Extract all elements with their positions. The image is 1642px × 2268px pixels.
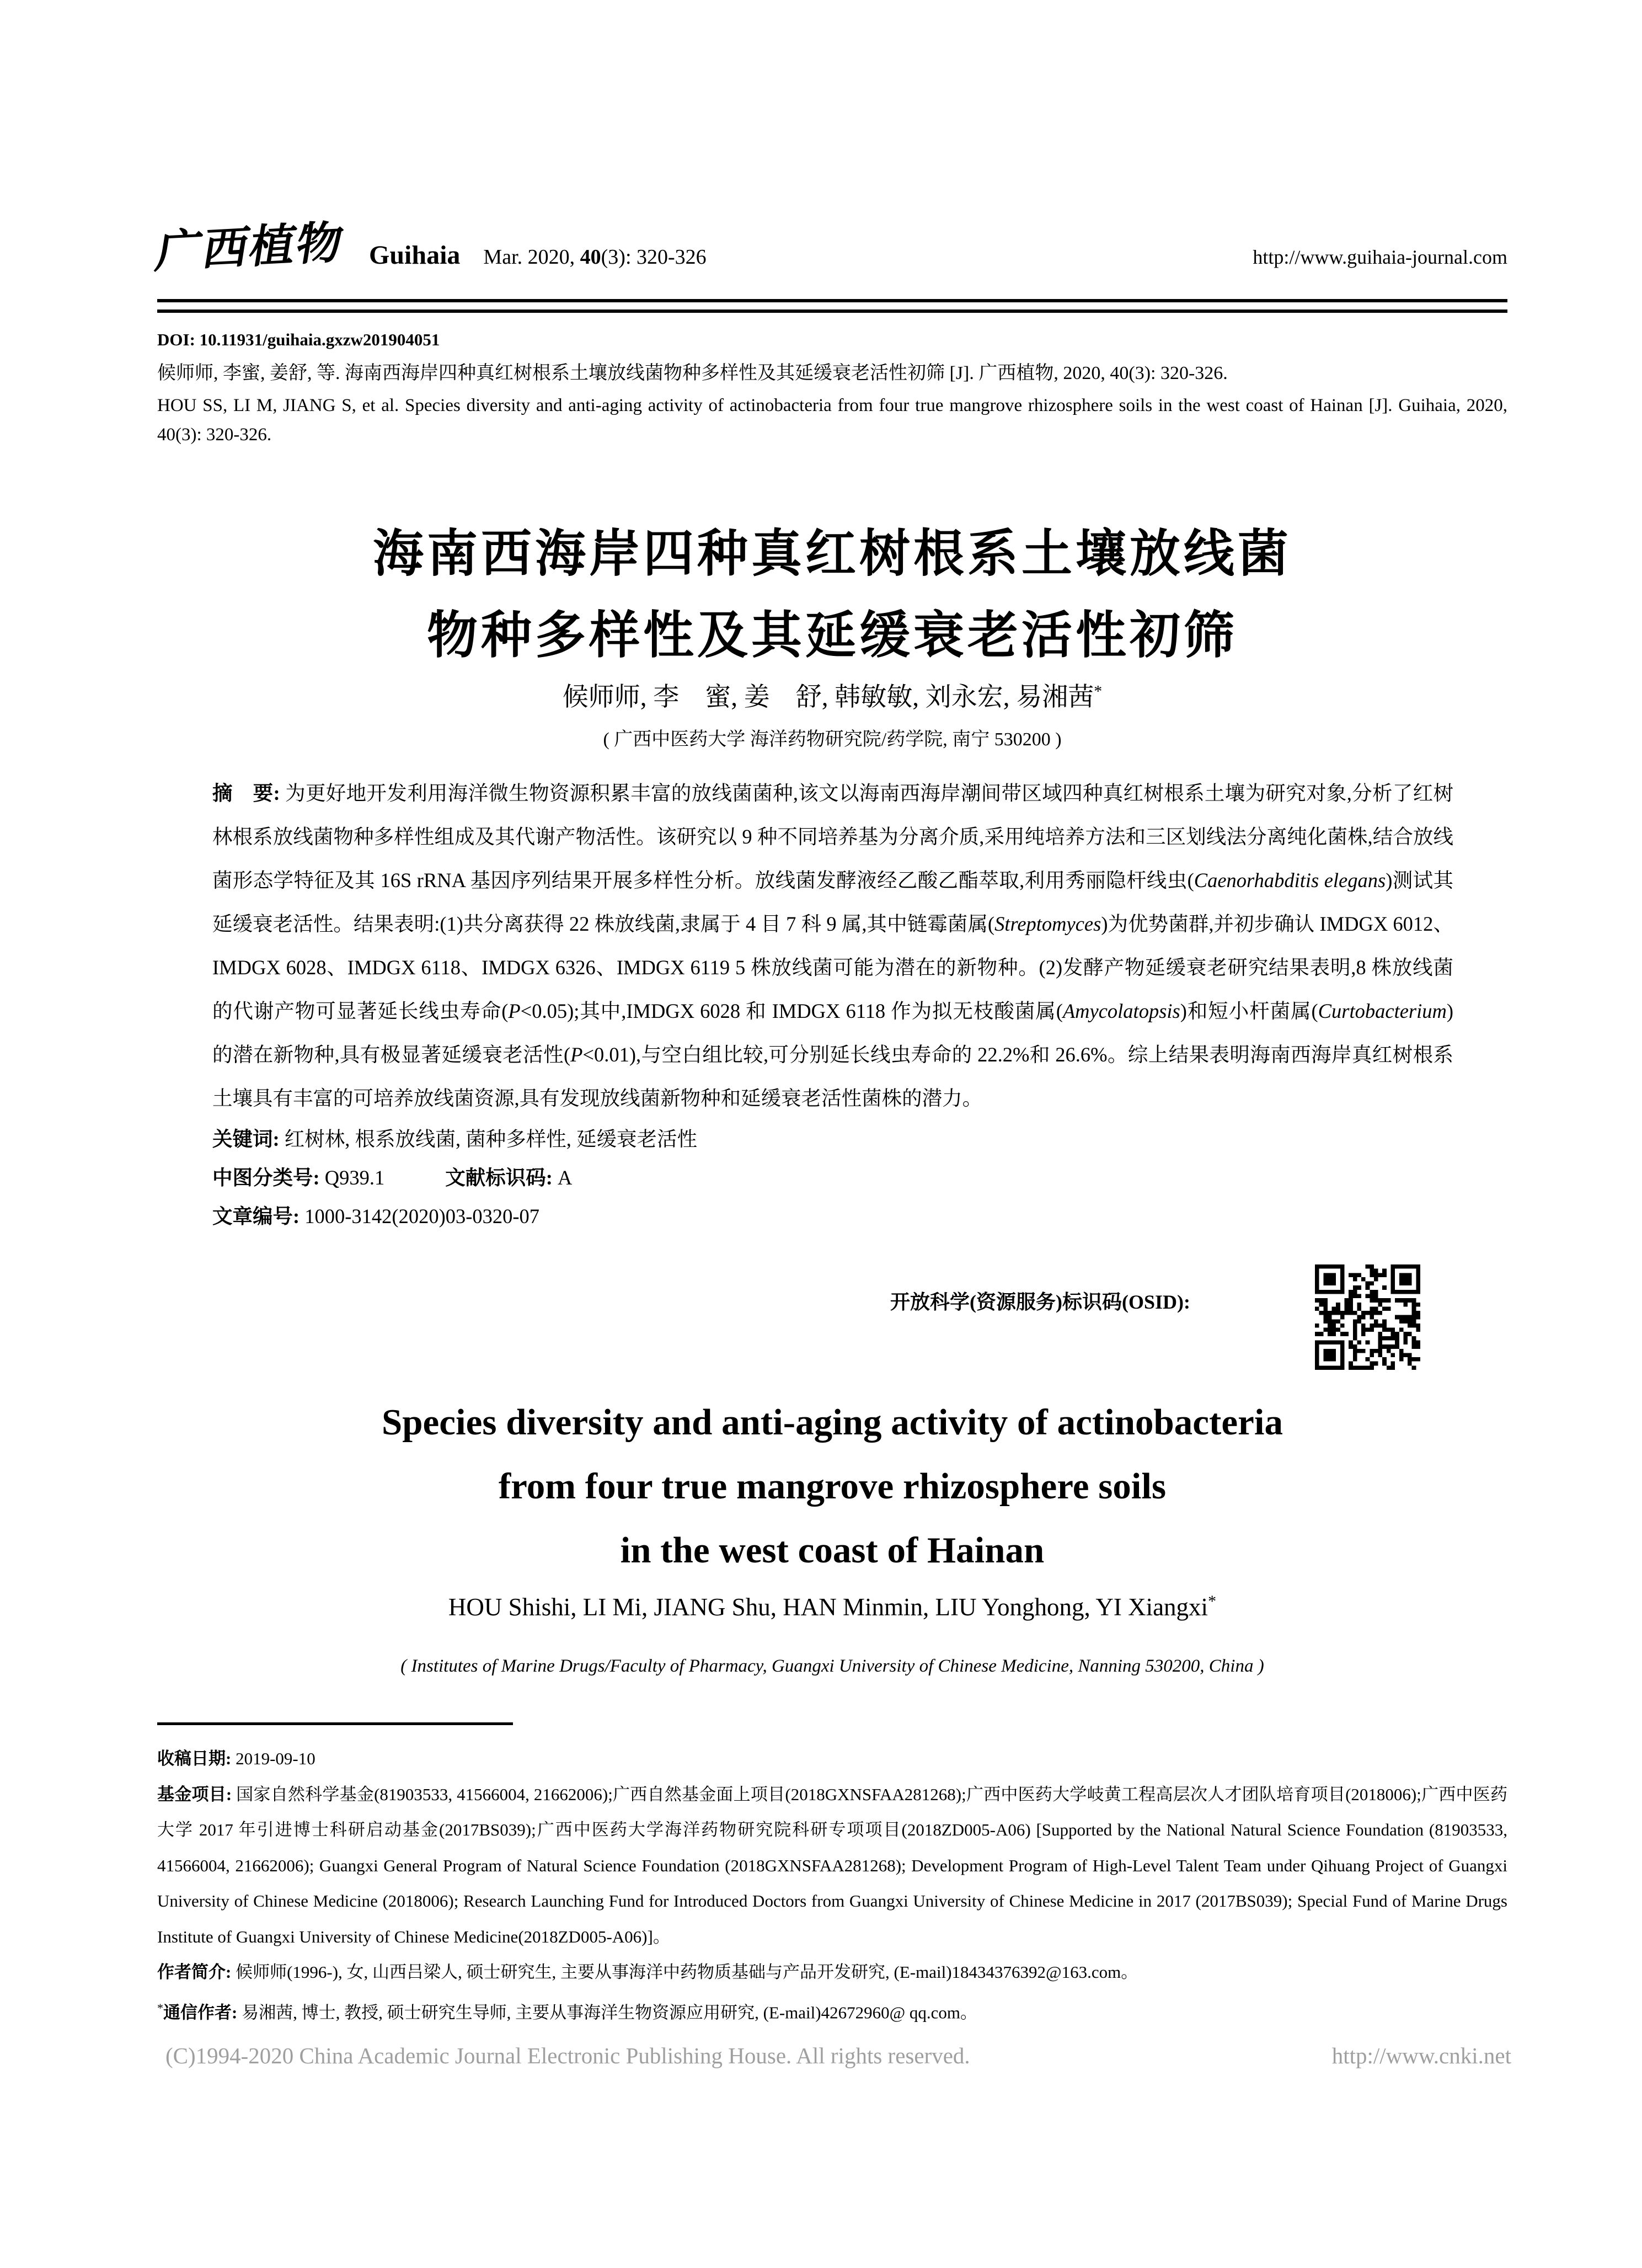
affiliation-english: ( Institutes of Marine Drugs/Faculty of Pharmacy, Guangxi University of Chinese Medicine, Nanning 530200, China ) (400, 1656, 1264, 1676)
issue-date: Mar. 2020, (483, 245, 580, 269)
issue-volume: 40 (580, 245, 601, 269)
keywords-line (212, 1120, 1453, 1159)
article-id-value: 1000-3142(2020)03-0320-07 (304, 1205, 540, 1228)
meta-block (157, 327, 1507, 450)
article-title-english (157, 1390, 1507, 1582)
clc-label: 中图分类号: (212, 1166, 325, 1189)
header-divider (157, 299, 1507, 313)
journal-website-url: http://www.guihaia-journal.com (1253, 246, 1507, 269)
authors-english (157, 1592, 1507, 1621)
clc-line (212, 1159, 1453, 1197)
doi-line: DOI: 10.11931/guihaia.gxzw201904051 (157, 330, 440, 349)
journal-logo: 广西植物 (152, 217, 348, 278)
author-bio-line (157, 1955, 1507, 1990)
doc-code-label: 文献标识码: (445, 1166, 558, 1189)
funding-line (157, 1777, 1507, 1955)
issue-info (483, 244, 706, 271)
keywords-value: 红树林, 根系放线菌, 菌种多样性, 延缓衰老活性 (284, 1128, 698, 1150)
osid-qr-code (1315, 1264, 1420, 1370)
authors-cn-names: 候师师, 李 蜜, 姜 舒, 韩敏敏, 刘永宏, 易湘茜 (562, 683, 1094, 712)
authors-en-names: HOU Shishi, LI Mi, JIANG Shu, HAN Minmin, LIU Yonghong, YI Xiangxi (448, 1593, 1208, 1621)
issue-pages: (3): 320-326 (601, 245, 707, 269)
author-bio-label: 作者简介: (157, 1962, 236, 1982)
osid-label: 开放科学(资源服务)标识码(OSID): (890, 1291, 1190, 1313)
title-en-line3: in the west coast of Hainan (620, 1530, 1045, 1571)
cnki-watermark (165, 2042, 1511, 2069)
journal-name: Guihaia (369, 241, 461, 270)
funding-label: 基金项目: (157, 1784, 237, 1804)
article-title-chinese (157, 513, 1507, 676)
received-date-value: 2019-09-10 (236, 1749, 315, 1768)
received-date-label: 收稿日期: (157, 1749, 236, 1768)
doc-code-value: A (558, 1166, 573, 1189)
footnote-block (157, 1741, 1507, 2030)
corresponding-mark: * (157, 2000, 163, 2015)
title-en-line1: Species diversity and anti-aging activity of actinobacteria (382, 1402, 1283, 1443)
abstract-text: 为更好地开发利用海洋微生物资源积累丰富的放线菌菌种,该文以海南西海岸潮间带区域四种真红树根系土壤为研究对象,分析了红树林根系放线菌物种多样性组成及其代谢产物活性。该研究以 9 种不同培养基为分离介质,采用纯培养方法和三区划线法分离纯化菌株,结合放线菌形态学特征及其 16S rRNA 基因序列结果开展多样性分析。放线菌发酵液经乙酸乙酯萃取,利用秀丽隐杆线虫(Caenorhabditis elegans)测试其延缓衰老活性。结果表明:(1)共分离获得 22 株放线菌,隶属于 4 目 7 科 9 属,其中链霉菌属(Streptomyces)为优势菌群,并初步确认 IMDGX 6012、IMDGX 6028、IMDGX 6118、IMDGX 6326、IMDGX 6119 5 株放线菌可能为潜在的新物种。(2)发酵产物延缓衰老研究结果表明,8 株放线菌的代谢产物可显著延长线虫寿命(P<0.05);其中,IMDGX 6028 和 IMDGX 6118 作为拟无枝酸菌属(Amycolatopsis)和短小杆菌属(Curtobacterium)的潜在新物种,具有极显著延缓衰老活性(P<0.01),与空白组比较,可分别延长线虫寿命的 22.2%和 26.6%。综上结果表明海南西海岸真红树根系土壤具有丰富的可培养放线菌资源,具有发现放线菌新物种和延缓衰老活性菌株的潜力。 (212, 782, 1454, 1109)
authors-chinese (157, 676, 1507, 713)
article-id-label: 文章编号: (212, 1205, 305, 1228)
citation-english: HOU SS, LI M, JIANG S, et al. Species diversity and anti-aging activity of actinobacteria from four true mangrove rhizosphere soils in the west coast of Hainan [J]. Guihaia, 2020, 40(3): 320-326. (157, 396, 1507, 445)
title-cn-line1: 海南西海岸四种真红树根系土壤放线菌 (372, 526, 1292, 582)
abstract-paragraph (212, 771, 1453, 1120)
footnote-divider (157, 1722, 513, 1725)
corresponding-label: 通信作者: (163, 2002, 242, 2022)
journal-header (152, 217, 1507, 278)
abstract-label: 摘 要: (212, 782, 286, 804)
abstract-block (212, 771, 1453, 1236)
corresponding-author-line (157, 1990, 1507, 2031)
affiliation-chinese: ( 广西中医药大学 海洋药物研究院/药学院, 南宁 530200 ) (603, 729, 1062, 750)
title-cn-line2: 物种多样性及其延缓衰老活性初筛 (426, 607, 1238, 664)
clc-value: Q939.1 (324, 1166, 385, 1189)
watermark-url: http://www.cnki.net (1331, 2043, 1511, 2068)
funding-value: 国家自然科学基金(81903533, 41566004, 21662006);广西自然基金面上项目(2018GXNSFAA281268);广西中医药大学岐黄工程高层次人才团队培育项目(2018006);广西中医药大学 2017 年引进博士科研启动基金(2017BS039);广西中医药大学海洋药物研究院科研专项项目(2018ZD005-A06) [Supported by the National Natural Science Foundation (81903533, 41566004, 21662006); Guangxi General Program of Natural Science Foundation (2018GXNSFAA281268); Development Program of High-Level Talent Team under Qihuang Project of Guangxi University of Chinese Medicine (2018006); Research Launching Fund for Introduced Doctors from Guangxi University of Chinese Medicine in 2017 (2017BS039); Special Fund of Marine Drugs Institute of Guangxi University of Chinese Medicine(2018ZD005-A06)]。 (157, 1784, 1507, 1946)
keywords-label: 关键词: (212, 1128, 285, 1150)
corresponding-author-asterisk-en: * (1208, 1592, 1217, 1610)
corresponding-value: 易湘茜, 博士, 教授, 硕士研究生导师, 主要从事海洋生物资源应用研究, (E-mail)42672960@ qq.com。 (242, 2002, 977, 2022)
watermark-text: (C)1994-2020 China Academic Journal Electronic Publishing House. All rights reserved. (165, 2043, 970, 2068)
citation-chinese: 候师师, 李蜜, 姜舒, 等. 海南西海岸四种真红树根系土壤放线菌物种多样性及其延缓衰老活性初筛 [J]. 广西植物, 2020, 40(3): 320-326. (157, 363, 1228, 383)
author-bio-value: 候师师(1996-), 女, 山西吕梁人, 硕士研究生, 主要从事海洋中药物质基础与产品开发研究, (E-mail)18434376392@163.com。 (236, 1962, 1138, 1982)
corresponding-author-asterisk: * (1094, 682, 1103, 701)
title-en-line2: from four true mangrove rhizosphere soils (498, 1466, 1167, 1507)
received-date-line (157, 1741, 1507, 1777)
article-id-line (212, 1197, 1453, 1236)
